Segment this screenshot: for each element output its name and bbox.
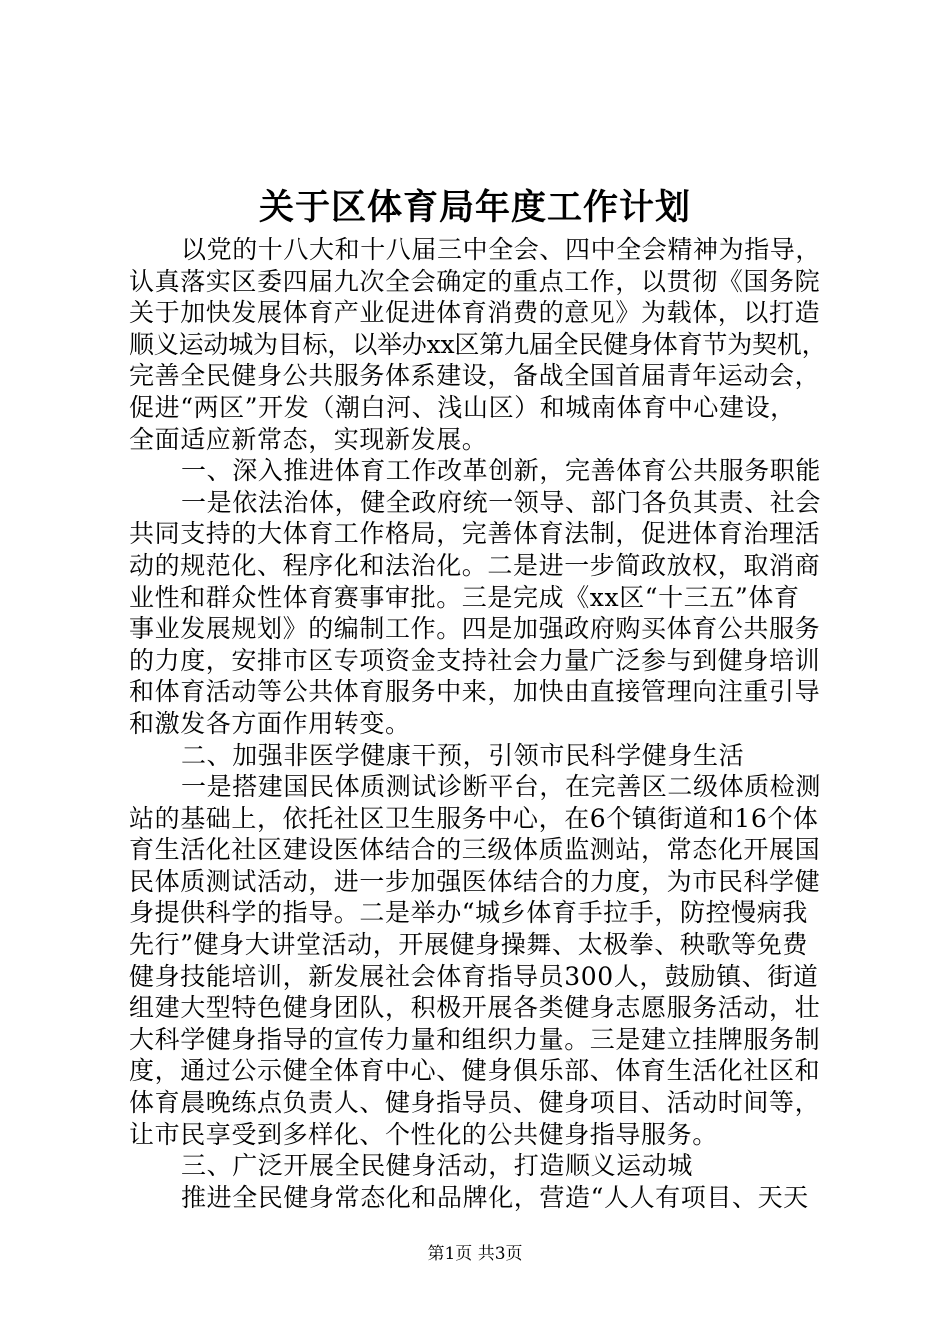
section-heading-1: 一、深入推进体育工作改革创新，完善体育公共服务职能 — [181, 456, 822, 486]
paragraph-line: 一是搭建国民体质测试诊断平台，在完善区二级体质检测 — [181, 772, 822, 802]
paragraph-line: 让市民享受到多样化、个性化的公共健身指导服务。 — [129, 1119, 718, 1149]
paragraph-line: 全面适应新常态，实现新发展。 — [129, 424, 488, 454]
paragraph-line: 以党的十八大和十八届三中全会、四中全会精神为指导， — [181, 235, 822, 264]
paragraph-line: 业性和群众性体育赛事审批。三是完成《xx区“十三五”体育 — [129, 582, 800, 612]
paragraph-line: 组建大型特色健身团队，积极开展各类健身志愿服务活动，壮 — [129, 993, 821, 1023]
document-body — [129, 234, 829, 1213]
paragraph-line: 身提供科学的指导。二是举办“城乡体育手拉手，防控慢病我 — [129, 898, 808, 928]
paragraph-line: 民体质测试活动，进一步加强医体结合的力度，为市民科学健 — [129, 866, 821, 896]
paragraph-line: 的力度，安排市区专项资金支持社会力量广泛参与到健身培训 — [129, 645, 821, 675]
paragraph-line: 促进“两区”开发（潮白河、浅山区）和城南体育中心建设， — [129, 392, 796, 422]
paragraph-line: 大科学健身指导的宣传力量和组织力量。三是建立挂牌服务制 — [129, 1024, 821, 1054]
section-heading-2: 二、加强非医学健康干预，引领市民科学健身生活 — [181, 740, 745, 770]
paragraph-line: 和体育活动等公共体育服务中来，加快由直接管理向注重引导 — [129, 677, 821, 707]
paragraph-line: 度，通过公示健全体育中心、健身俱乐部、体育生活化社区和 — [129, 1056, 821, 1086]
page-number-footer: 第1页 共3页 — [427, 1244, 523, 1264]
section-heading-3: 三、广泛开展全民健身活动，打造顺义运动城 — [181, 1151, 694, 1181]
paragraph-line: 完善全民健身公共服务体系建设，备战全国首届青年运动会， — [129, 361, 821, 391]
paragraph-line: 共同支持的大体育工作格局，完善体育法制，促进体育治理活 — [129, 519, 821, 549]
paragraph-line: 体育晨晚练点负责人、健身指导员、健身项目、活动时间等， — [129, 1088, 821, 1118]
paragraph-line: 育生活化社区建设医体结合的三级体质监测站，常态化开展国 — [129, 835, 821, 865]
paragraph-line: 站的基础上，依托社区卫生服务中心，在6个镇街道和16个体 — [129, 803, 819, 833]
paragraph-line: 关于加快发展体育产业促进体育消费的意见》为载体，以打造 — [129, 298, 821, 328]
paragraph-line: 一是依法治体，健全政府统一领导、部门各负其责、社会 — [181, 487, 822, 517]
paragraph-line: 动的规范化、程序化和法治化。二是进一步简政放权，取消商 — [129, 550, 821, 580]
document-title: 关于区体育局年度工作计划 — [258, 187, 691, 228]
paragraph-line: 先行”健身大讲堂活动，开展健身操舞、太极拳、秧歌等免费 — [129, 930, 808, 960]
paragraph-line: 健身技能培训，新发展社会体育指导员300人，鼓励镇、街道 — [129, 961, 819, 991]
paragraph-line: 认真落实区委四届九次全会确定的重点工作，以贯彻《国务院 — [129, 266, 821, 296]
paragraph-line: 顺义运动城为目标，以举办xx区第九届全民健身体育节为契机， — [129, 329, 827, 359]
paragraph-line: 和激发各方面作用转变。 — [129, 708, 411, 738]
paragraph-line: 事业发展规划》的编制工作。四是加强政府购买体育公共服务 — [129, 614, 821, 644]
paragraph-line: 推进全民健身常态化和品牌化，营造“人人有项目、天天 — [181, 1182, 809, 1212]
